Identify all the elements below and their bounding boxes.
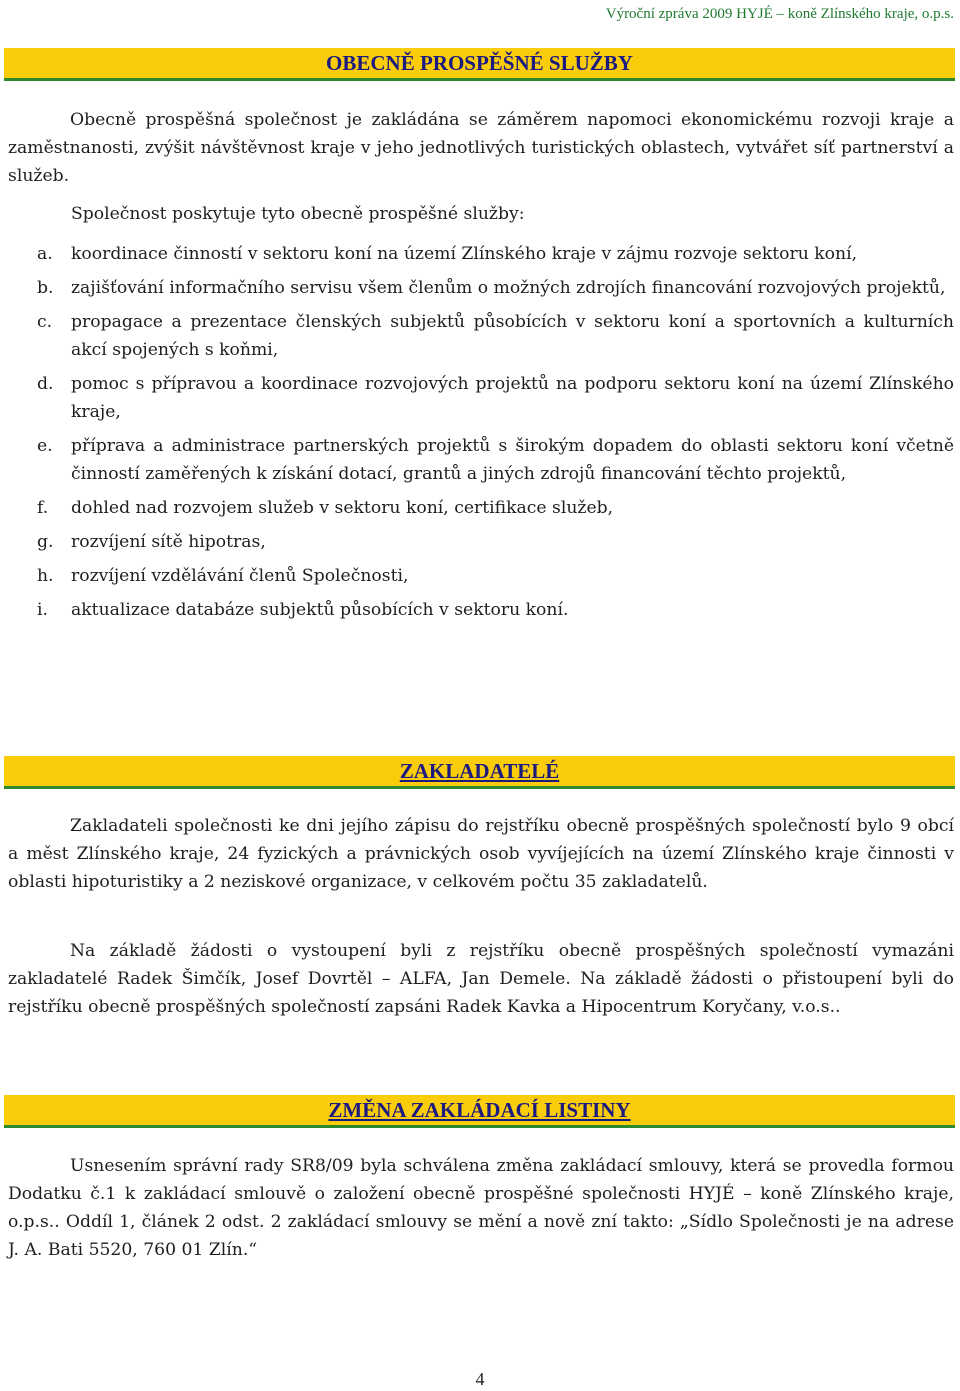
list-item-letter: e.	[37, 436, 53, 456]
charter-paragraph: Usnesením správní rady SR8/09 byla schválena změna zakládací smlouvy, která se provedla formou Dodatku č.1 k zakládací smlouvě o založení obecně prospěšné společnosti HYJÉ – koně Zlínského kraje, o.p.s.. Oddíl 1, článek 2 odst. 2 zakládací smlouvy se mění a nově zní takto: „Sídlo Společnosti je na adrese J. A. Bati 5520, 760 01 Zlín.“	[8, 1156, 954, 1260]
list-item-letter: i.	[37, 600, 48, 620]
running-header: Výroční zpráva 2009 HYJÉ – koně Zlínského kraje, o.p.s.	[605, 6, 954, 22]
list-item	[0, 528, 960, 556]
list-item-letter: b.	[37, 278, 54, 298]
list-item-letter: a.	[37, 244, 53, 264]
section-heading-services	[4, 48, 955, 81]
services-list	[0, 240, 960, 630]
list-item	[0, 562, 960, 590]
services-list-intro: Společnost poskytuje tyto obecně prospěšné služby:	[71, 204, 525, 224]
list-item-letter: d.	[37, 374, 54, 394]
list-item-text: aktualizace databáze subjektů působících v sektoru koní.	[71, 600, 569, 620]
list-item	[0, 596, 960, 624]
list-item-text: rozvíjení sítě hipotras,	[71, 532, 266, 552]
services-intro-paragraph: Obecně prospěšná společnost je zakládána se záměrem napomoci ekonomickému rozvoji kraje a zaměstnanosti, zvýšit návštěvnost kraje v jeho jednotlivých turistických oblastech, vytvářet síť partnerství a služeb.	[8, 110, 954, 186]
list-item	[0, 370, 960, 426]
list-item-letter: g.	[37, 532, 54, 552]
list-item	[0, 240, 960, 268]
list-item-text: rozvíjení vzdělávání členů Společnosti,	[71, 566, 409, 586]
list-item-text: propagace a prezentace členských subjektů působících v sektoru koní a sportovních a kulturních akcí spojených s koňmi,	[71, 312, 954, 360]
list-item-text: pomoc s přípravou a koordinace rozvojových projektů na podporu sektoru koní na území Zlínského kraje,	[71, 374, 954, 422]
list-item-letter: c.	[37, 312, 53, 332]
section-heading-charter	[4, 1095, 955, 1128]
list-item-text: zajišťování informačního servisu všem členům o možných zdrojích financování rozvojových projektů,	[71, 278, 946, 298]
section-heading-founders	[4, 756, 955, 789]
founders-paragraph-2: Na základě žádosti o vystoupení byli z rejstříku obecně prospěšných společností vymazáni zakladatelé Radek Šimčík, Josef Dovrtěl – ALFA, Jan Demele. Na základě žádosti o přistoupení byli do rejstříku obecně prospěšných společností zapsáni Radek Kavka a Hipocentrum Koryčany, v.o.s..	[8, 941, 954, 1017]
page-number: 4	[475, 1369, 485, 1389]
section-heading-charter-text: ZMĚNA ZAKLÁDACÍ LISTINY	[328, 1098, 631, 1122]
list-item	[0, 494, 960, 522]
founders-paragraph-1: Zakladateli společnosti ke dni jejího zápisu do rejstříku obecně prospěšných společností bylo 9 obcí a měst Zlínského kraje, 24 fyzických a právnických osob vyvíjejících na území Zlínského kraje činnosti v oblasti hipoturistiky a 2 neziskové organizace, v celkovém počtu 35 zakladatelů.	[8, 816, 954, 892]
section-heading-founders-text: ZAKLADATELÉ	[399, 759, 560, 783]
list-item-letter: h.	[37, 566, 54, 586]
list-item-text: příprava a administrace partnerských projektů s širokým dopadem do oblasti sektoru koní včetně činností zaměřených k získání dotací, grantů a jiných zdrojů financování těchto projektů,	[71, 436, 954, 484]
section-heading-services-text: OBECNĚ PROSPĚŠNÉ SLUŽBY	[326, 51, 633, 75]
list-item-text: koordinace činností v sektoru koní na území Zlínského kraje v zájmu rozvoje sektoru koní,	[71, 244, 858, 264]
list-item-text: dohled nad rozvojem služeb v sektoru koní, certifikace služeb,	[71, 498, 614, 518]
list-item	[0, 274, 960, 302]
list-item	[0, 308, 960, 364]
list-item-letter: f.	[37, 498, 49, 518]
list-item	[0, 432, 960, 488]
